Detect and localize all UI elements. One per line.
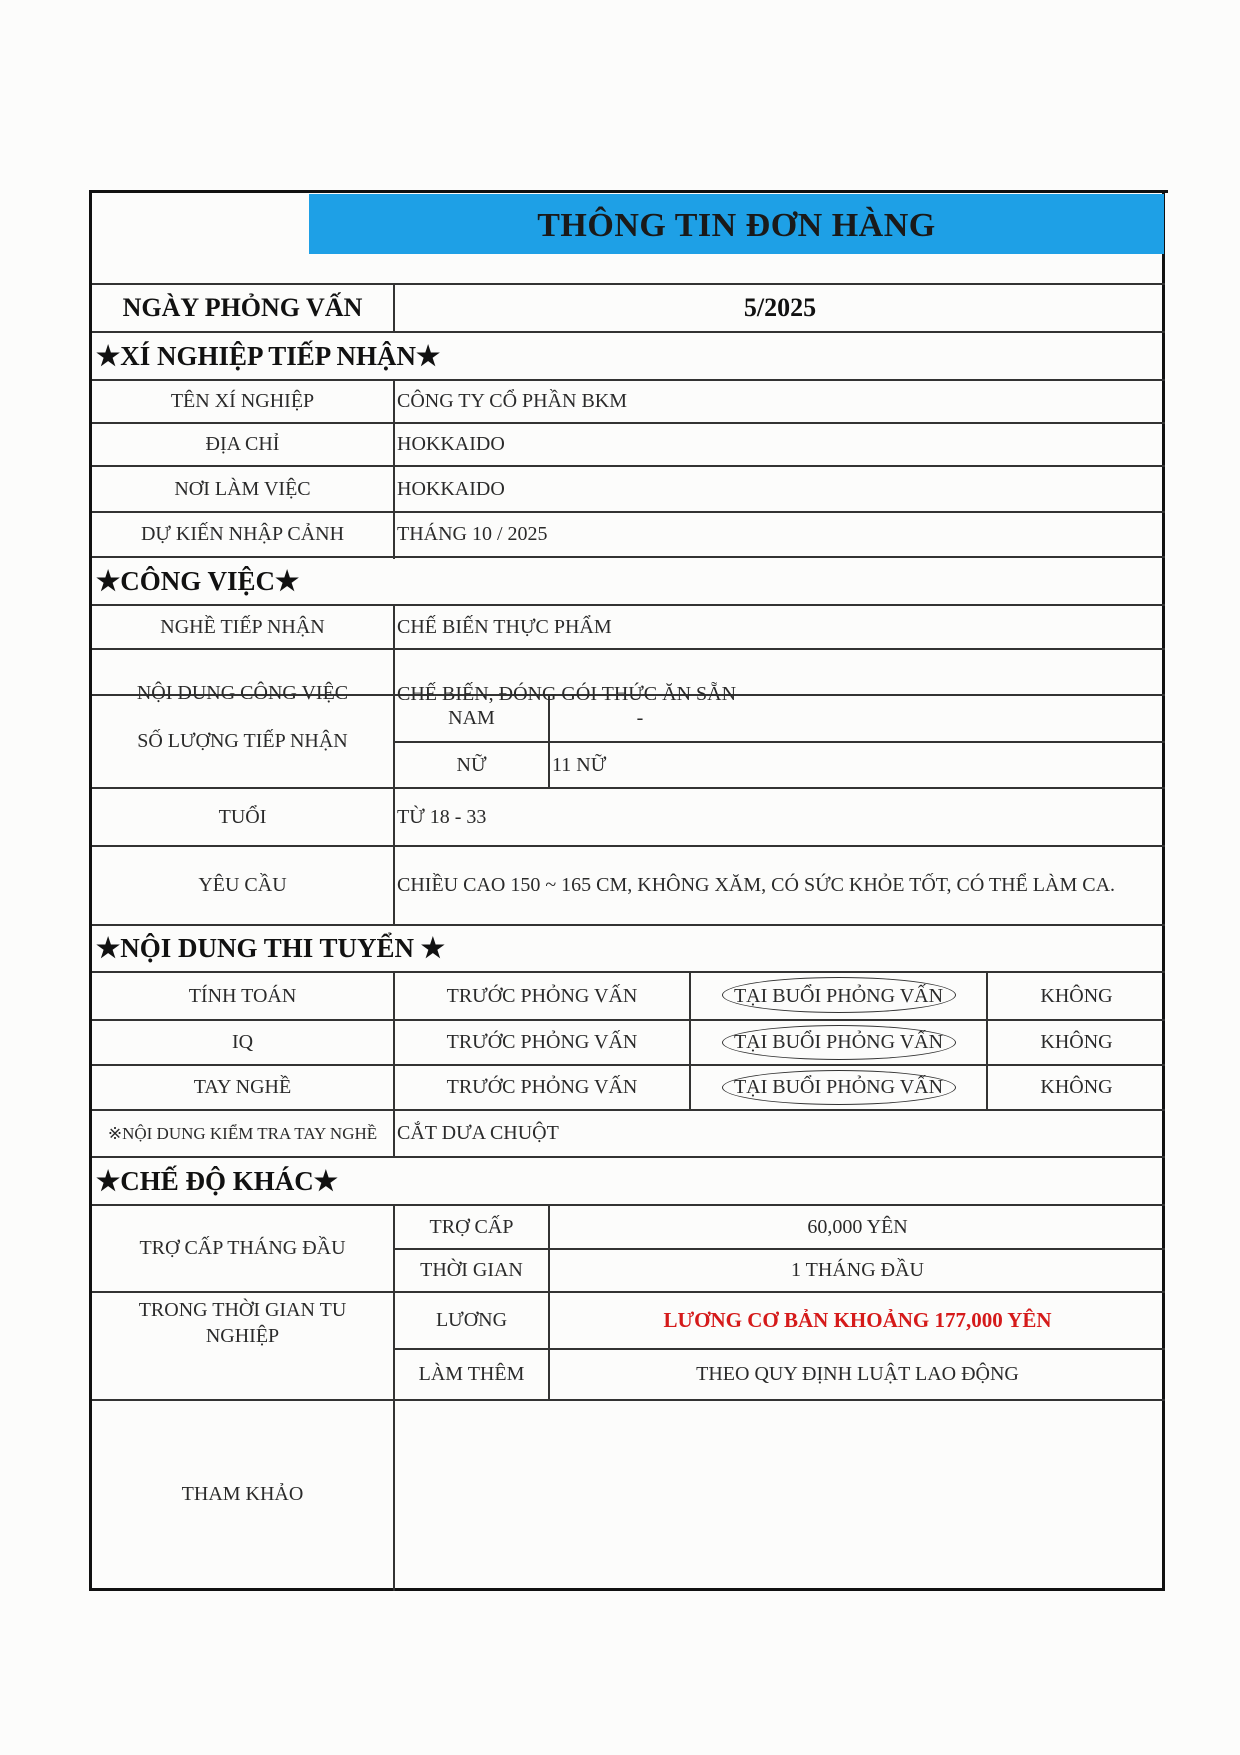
selected-option-circle	[722, 1070, 956, 1105]
job-content-value: CHẾ BIẾN, ĐÓNG GÓI THỨC ĂN SẴN	[397, 682, 737, 705]
overtime-value: THEO QUY ĐỊNH LUẬT LAO ĐỘNG	[696, 1363, 1019, 1385]
top-border	[92, 190, 1168, 193]
exam-option-before: TRƯỚC PHỎNG VẤN	[446, 1076, 638, 1098]
exam-subject-math: TÍNH TOÁN	[188, 984, 297, 1007]
salary-value: LƯƠNG CƠ BẢN KHOẢNG 177,000 YÊN	[663, 1308, 1052, 1332]
skill-test-value: CẮT DƯA CHUỘT	[397, 1122, 559, 1144]
page-title: THÔNG TIN ĐƠN HÀNG	[309, 194, 1164, 254]
exam-option-before: TRƯỚC PHỎNG VẤN	[446, 984, 638, 1007]
age-value: TỪ 18 - 33	[397, 805, 487, 828]
female-label: NỮ	[456, 753, 487, 776]
exam-option-none: KHÔNG	[1040, 1076, 1113, 1098]
male-label: NAM	[448, 707, 495, 729]
male-value: -	[636, 707, 644, 729]
entry-date-value: THÁNG 10 / 2025	[397, 523, 548, 545]
section-exam-heading: ★NỘI DUNG THI TUYỂN ★	[96, 933, 445, 963]
exam-subject-iq: IQ	[231, 1031, 254, 1053]
occupation-value: CHẾ BIẾN THỰC PHẨM	[397, 615, 612, 638]
entry-date-label: DỰ KIẾN NHẬP CẢNH	[140, 523, 345, 545]
workplace-label: NƠI LÀM VIỆC	[174, 477, 311, 500]
salary-label: LƯƠNG	[435, 1309, 508, 1331]
skill-test-label: ※NỘI DUNG KIỂM TRA TAY NGHỀ	[107, 1123, 378, 1143]
duration-label: THỜI GIAN	[420, 1259, 523, 1281]
requirements-value: CHIỀU CAO 150 ~ 165 CM, KHÔNG XĂM, CÓ SỨC KHỎE TỐT, CÓ THỂ LÀM CA.	[397, 874, 1116, 896]
overtime-label: LÀM THÊM	[418, 1363, 525, 1385]
duration-value: 1 THÁNG ĐẦU	[791, 1259, 924, 1281]
section-job-heading: ★CÔNG VIỆC★	[96, 565, 300, 596]
quantity-label: SỐ LƯỢNG TIẾP NHẬN	[137, 730, 348, 752]
company-name-label: TÊN XÍ NGHIỆP	[170, 390, 315, 412]
reference-label: THAM KHẢO	[181, 1483, 304, 1505]
order-info-sheet	[89, 190, 1165, 1591]
requirements-label: YÊU CẦU	[198, 874, 287, 896]
address-value: HOKKAIDO	[397, 433, 505, 455]
reference-value	[395, 1401, 1165, 1588]
exam-option-none: KHÔNG	[1040, 984, 1113, 1007]
interview-date-label: NGÀY PHỎNG VẤN	[122, 293, 363, 322]
exam-option-before: TRƯỚC PHỎNG VẤN	[446, 1031, 638, 1053]
exam-option-none: KHÔNG	[1040, 1031, 1113, 1053]
exam-option-at-interview: TẠI BUỔI PHỎNG VẤN	[733, 1076, 944, 1098]
selected-option-circle	[722, 1025, 956, 1060]
company-name-value: CÔNG TY CỔ PHẦN BKM	[397, 390, 628, 412]
training-period-label: TRONG THỜI GIAN TU NGHIỆP	[138, 1299, 347, 1347]
job-content-label: NỘI DUNG CÔNG VIỆC	[136, 681, 349, 704]
exam-option-at-interview: TẠI BUỔI PHỎNG VẤN	[733, 984, 944, 1007]
female-value: 11 NỮ	[552, 753, 607, 776]
allowance-label: TRỢ CẤP	[429, 1215, 514, 1238]
first-month-label: TRỢ CẤP THÁNG ĐẦU	[139, 1237, 346, 1259]
section-other-heading: ★CHẾ ĐỘ KHÁC★	[96, 1165, 338, 1196]
age-label: TUỔI	[218, 805, 267, 828]
exam-option-at-interview: TẠI BUỔI PHỎNG VẤN	[733, 1031, 944, 1053]
exam-subject-skill: TAY NGHỀ	[193, 1076, 292, 1098]
workplace-value: HOKKAIDO	[397, 477, 505, 500]
section-company-heading: ★XÍ NGHIỆP TIẾP NHẬN★	[96, 340, 441, 371]
address-label: ĐỊA CHỈ	[205, 433, 280, 455]
allowance-value: 60,000 YÊN	[807, 1215, 908, 1238]
selected-option-circle	[722, 977, 956, 1013]
occupation-label: NGHỀ TIẾP NHẬN	[160, 615, 325, 638]
interview-date-value: 5/2025	[743, 293, 817, 322]
